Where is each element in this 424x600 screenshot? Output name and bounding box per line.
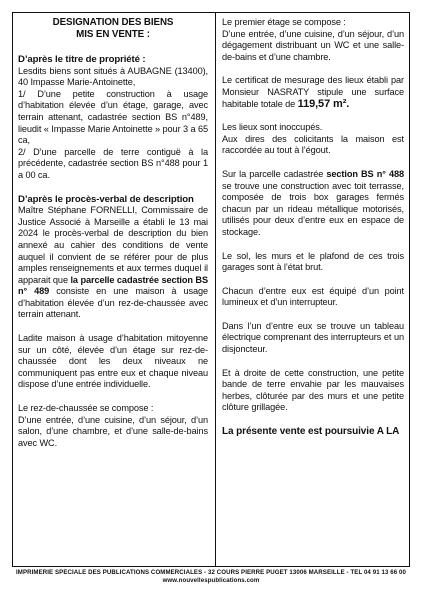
parcelle-488-before: Sur la parcelle cadastrée (222, 168, 327, 179)
sol-paragraph: Le sol, les murs et le plafond de ces trois garages sont à l’état brut. (222, 250, 404, 273)
titre-item-1: 1/ D’une petite construction à usage d’habitation élevée d’un étage, garage, avec terrain attenant, cadastrée section BS n°489, lieudit « Impasse Marie Antoinette » pour 3 a 65 ca, (18, 88, 208, 146)
etage-heading: Le premier étage se compose : (222, 17, 346, 27)
footer (12, 569, 410, 585)
etage-paragraph: D’une entrée, d’une cuisine, d’un séjour, d’un dégagement distribuant un WC et une salle-de-bains et d’une chambre. (222, 28, 404, 62)
pv-text-before: Maître Stéphane FORNELLI, Commissaire de Justice Associé à Marseille a établi le 13 mai 2024 le procès-verbal de description du bien annexé au cahier des conditions de vente auquel il convient de se référer pour de plus amples renseignements et aux termes duquel il apparait que (18, 205, 208, 285)
tableau-paragraph: Dans l’un d’entre eux se trouve un tableau électrique comprenant des interrupteurs et un disjoncteur. (222, 320, 404, 355)
heading-line-2: MIS EN VENTE : (76, 29, 150, 40)
rdc-paragraph: D’une entrée, d’une cuisine, d’un séjour, d’un salon, d’une chambre, et d’une salle-de-bains avec WC. (18, 414, 208, 448)
parcelle-488-bold: section BS n° 488 (326, 168, 404, 179)
pv-text-after: consiste en une maison à usage d’habitation élevée d’un rez-de-chaussée avec terrain attenant. (18, 286, 208, 320)
rdc-heading: Le rez-de-chaussée se compose : (18, 403, 154, 414)
heading-line-1: DESIGNATION DES BIENS (52, 17, 174, 28)
document-heading (18, 17, 208, 41)
titre-propriete-heading: D’après le titre de propriété : (18, 54, 146, 65)
left-column (18, 17, 208, 459)
egout-text: Aux dires des colicitants la maison est raccordée au tout à l’égout. (222, 133, 404, 156)
surface-value: 119,57 m². (297, 97, 350, 110)
bande-paragraph: Et à droite de cette construction, une petite bande de terre envahie par les mauvaises herbes, clôturée par des murs et une petite clôture grillagée. (222, 367, 404, 413)
parcelle-488-after: se trouve une construction avec toit terrasse, composée de trois box garages fermés chacun par un rideau métallique motorisés, utilisés pour deux d’entre eux en espace de stockage. (222, 180, 404, 237)
titre-intro: Lesdits biens sont situés à AUBAGNE (13400), 40 Impasse Marie-Antoinette, (18, 65, 208, 88)
right-column (222, 17, 404, 448)
pv-heading: D’après le procès-verbal de description (18, 193, 194, 205)
parcelle-488-paragraph (222, 169, 404, 239)
footer-website: www.nouvellespublications.com (162, 577, 260, 584)
surface-paragraph (222, 75, 404, 110)
pv-paragraph (18, 205, 208, 321)
titre-item-2: 2/ D’une parcelle de terre contiguë à la précédente, cadastrée section BS n°488 pour 1 a 00 ca. (18, 146, 208, 180)
footer-line-1: IMPRIMERIE SPECIALE DES PUBLICATIONS COMMERCIALES - 32 COURS PIERRE PUGET 13006 MARSEILLE - TEL 04 91 13 66 00 (15, 569, 407, 576)
point-lumineux-paragraph: Chacun d’entre eux est équipé d’un point lumineux et d’un interrupteur. (222, 285, 404, 308)
inoccupes-text: Les lieux sont inoccupés. (222, 122, 323, 133)
final-line: La présente vente est poursuivie A LA (222, 426, 400, 438)
surface-text: Le certificat de mesurage des lieux établi par Monsieur NASRATY stipule une surface habitable totale de (222, 75, 404, 109)
pv-parcelle-489: la parcelle cadastrée section BS n° 489 (18, 274, 208, 297)
column-divider (215, 12, 216, 567)
maison-paragraph: Ladite maison à usage d’habitation mitoyenne sur un côté, élevée d’un étage sur rez-de- chaussée dont les deux niveaux ne communiquent pas entre eux et chaque niveau dispose d’une entrée individuelle. (18, 333, 208, 390)
